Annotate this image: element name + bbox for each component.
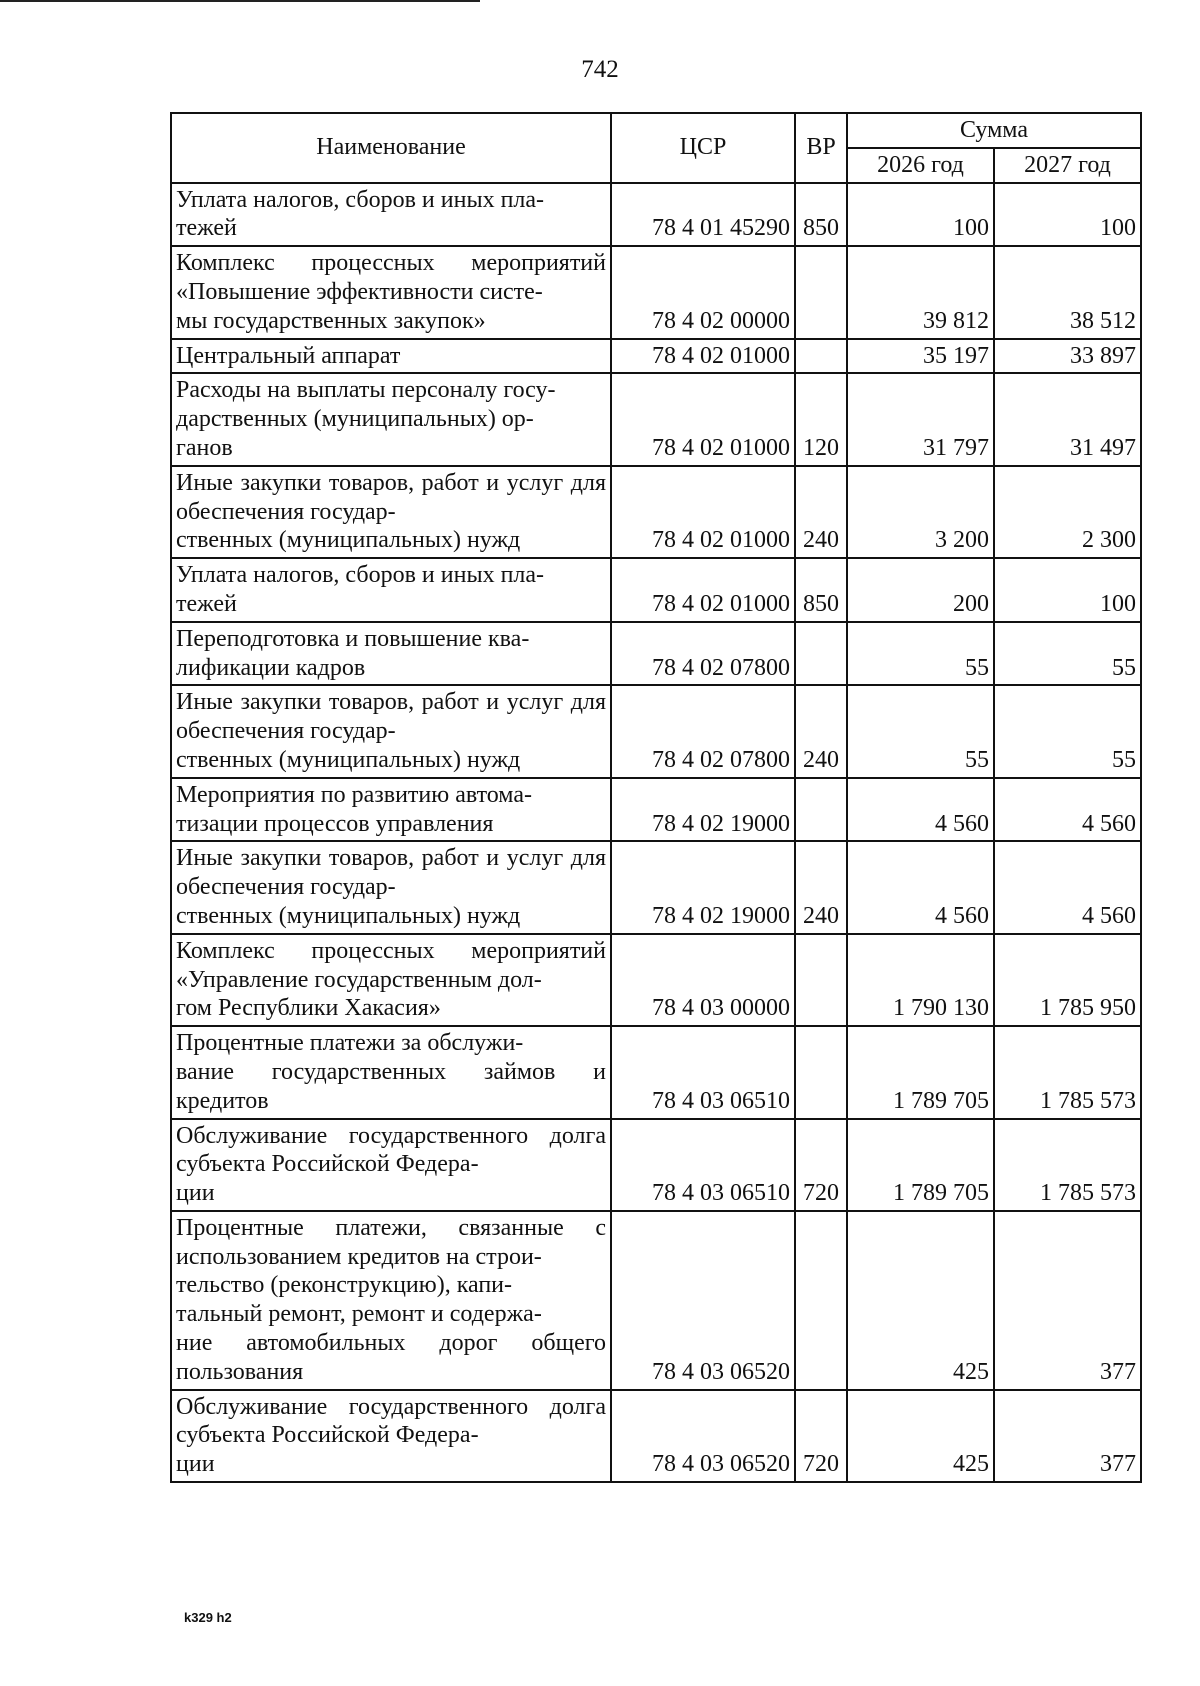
row-amount-2027-cell: 4 560 (994, 778, 1141, 842)
row-amount-2026-cell: 55 (847, 685, 994, 777)
row-amount-2027-cell: 100 (994, 183, 1141, 247)
row-csr-cell: 78 4 02 07800 (611, 622, 795, 686)
row-amount-2026-cell: 4 560 (847, 841, 994, 933)
row-amount-2026-cell: 425 (847, 1390, 994, 1482)
header-sum: Сумма (847, 113, 1141, 148)
row-csr-cell: 78 4 03 06520 (611, 1390, 795, 1482)
row-amount-2027-cell: 31 497 (994, 373, 1141, 465)
row-name-cell: Уплата налогов, сборов и иных пла- тежей (171, 183, 611, 247)
table-row (171, 685, 1141, 777)
row-name-cell: Процентные платежи, связанные с использованием кредитов на строи- тельство (реконструкцию), капи- тальный ремонт, ремонт и содержа- ние автомобильных дорог общего пользования (171, 1211, 611, 1390)
row-vr-cell: 240 (795, 841, 847, 933)
row-name-cell: Мероприятия по развитию автома- тизации процессов управления (171, 778, 611, 842)
row-amount-2027-cell: 1 785 573 (994, 1119, 1141, 1211)
row-amount-2027-cell: 100 (994, 558, 1141, 622)
row-csr-cell: 78 4 02 01000 (611, 373, 795, 465)
budget-table (170, 112, 1142, 1483)
table-row (171, 183, 1141, 247)
row-vr-cell (795, 1026, 847, 1118)
row-amount-2027-cell: 33 897 (994, 339, 1141, 374)
row-amount-2026-cell: 425 (847, 1211, 994, 1390)
row-csr-cell: 78 4 02 01000 (611, 558, 795, 622)
row-vr-cell (795, 1211, 847, 1390)
table-row (171, 778, 1141, 842)
row-vr-cell (795, 246, 847, 338)
row-name-cell: Расходы на выплаты персоналу госу- дарственных (муниципальных) ор- ганов (171, 373, 611, 465)
row-name-cell: Иные закупки товаров, работ и услуг для обеспечения государ- ственных (муниципальных) нужд (171, 841, 611, 933)
table-row (171, 466, 1141, 558)
row-vr-cell: 720 (795, 1119, 847, 1211)
table-row (171, 246, 1141, 338)
header-csr: ЦСР (611, 113, 795, 183)
row-amount-2026-cell: 39 812 (847, 246, 994, 338)
row-amount-2026-cell: 55 (847, 622, 994, 686)
row-name-cell: Переподготовка и повышение ква- лификации кадров (171, 622, 611, 686)
row-amount-2026-cell: 3 200 (847, 466, 994, 558)
row-csr-cell: 78 4 03 06510 (611, 1026, 795, 1118)
table-row (171, 1026, 1141, 1118)
row-amount-2027-cell: 38 512 (994, 246, 1141, 338)
row-vr-cell (795, 778, 847, 842)
row-vr-cell: 120 (795, 373, 847, 465)
page-number: 742 (581, 56, 619, 83)
scan-edge-line (0, 0, 480, 2)
row-csr-cell: 78 4 02 00000 (611, 246, 795, 338)
row-vr-cell: 240 (795, 466, 847, 558)
row-name-cell: Иные закупки товаров, работ и услуг для обеспечения государ- ственных (муниципальных) нужд (171, 466, 611, 558)
row-csr-cell: 78 4 02 19000 (611, 841, 795, 933)
row-amount-2026-cell: 31 797 (847, 373, 994, 465)
row-csr-cell: 78 4 02 07800 (611, 685, 795, 777)
header-row-1 (171, 113, 1141, 148)
row-amount-2027-cell: 2 300 (994, 466, 1141, 558)
row-amount-2027-cell: 1 785 573 (994, 1026, 1141, 1118)
row-amount-2026-cell: 1 790 130 (847, 934, 994, 1026)
table-row (171, 339, 1141, 374)
row-name-cell: Уплата налогов, сборов и иных пла- тежей (171, 558, 611, 622)
table-row (171, 1119, 1141, 1211)
table-row (171, 622, 1141, 686)
row-name-cell: Комплекс процессных мероприятий «Управление государственным дол- гом Республики Хакасия» (171, 934, 611, 1026)
row-csr-cell: 78 4 03 00000 (611, 934, 795, 1026)
row-amount-2027-cell: 1 785 950 (994, 934, 1141, 1026)
row-amount-2027-cell: 55 (994, 685, 1141, 777)
row-amount-2027-cell: 55 (994, 622, 1141, 686)
row-amount-2026-cell: 100 (847, 183, 994, 247)
footer-code: k329 h2 (184, 1610, 232, 1625)
row-csr-cell: 78 4 03 06510 (611, 1119, 795, 1211)
header-year-2026: 2026 год (847, 148, 994, 183)
row-vr-cell (795, 622, 847, 686)
row-csr-cell: 78 4 01 45290 (611, 183, 795, 247)
row-name-cell: Обслуживание государственного долга субъекта Российской Федера- ции (171, 1390, 611, 1482)
header-year-2027: 2027 год (994, 148, 1141, 183)
row-name-cell: Иные закупки товаров, работ и услуг для обеспечения государ- ственных (муниципальных) нужд (171, 685, 611, 777)
row-csr-cell: 78 4 02 01000 (611, 339, 795, 374)
row-amount-2026-cell: 35 197 (847, 339, 994, 374)
table-row (171, 1211, 1141, 1390)
row-name-cell: Комплекс процессных мероприятий «Повышение эффективности систе- мы государственных закупок» (171, 246, 611, 338)
row-vr-cell: 240 (795, 685, 847, 777)
row-amount-2027-cell: 377 (994, 1211, 1141, 1390)
row-amount-2026-cell: 1 789 705 (847, 1119, 994, 1211)
row-amount-2026-cell: 1 789 705 (847, 1026, 994, 1118)
table-body (171, 183, 1141, 1482)
row-vr-cell: 720 (795, 1390, 847, 1482)
row-vr-cell (795, 339, 847, 374)
row-name-cell: Обслуживание государственного долга субъекта Российской Федера- ции (171, 1119, 611, 1211)
row-name-cell: Процентные платежи за обслужи- вание государственных займов и кредитов (171, 1026, 611, 1118)
table-row (171, 1390, 1141, 1482)
row-vr-cell (795, 934, 847, 1026)
table-row (171, 841, 1141, 933)
table-header (171, 113, 1141, 183)
row-csr-cell: 78 4 02 19000 (611, 778, 795, 842)
table-row (171, 934, 1141, 1026)
row-amount-2027-cell: 377 (994, 1390, 1141, 1482)
row-amount-2026-cell: 4 560 (847, 778, 994, 842)
row-amount-2027-cell: 4 560 (994, 841, 1141, 933)
row-vr-cell: 850 (795, 183, 847, 247)
table-row (171, 558, 1141, 622)
row-csr-cell: 78 4 03 06520 (611, 1211, 795, 1390)
row-csr-cell: 78 4 02 01000 (611, 466, 795, 558)
row-vr-cell: 850 (795, 558, 847, 622)
row-name-cell: Центральный аппарат (171, 339, 611, 374)
header-name: Наименование (171, 113, 611, 183)
table-row (171, 373, 1141, 465)
row-amount-2026-cell: 200 (847, 558, 994, 622)
header-vr: ВР (795, 113, 847, 183)
